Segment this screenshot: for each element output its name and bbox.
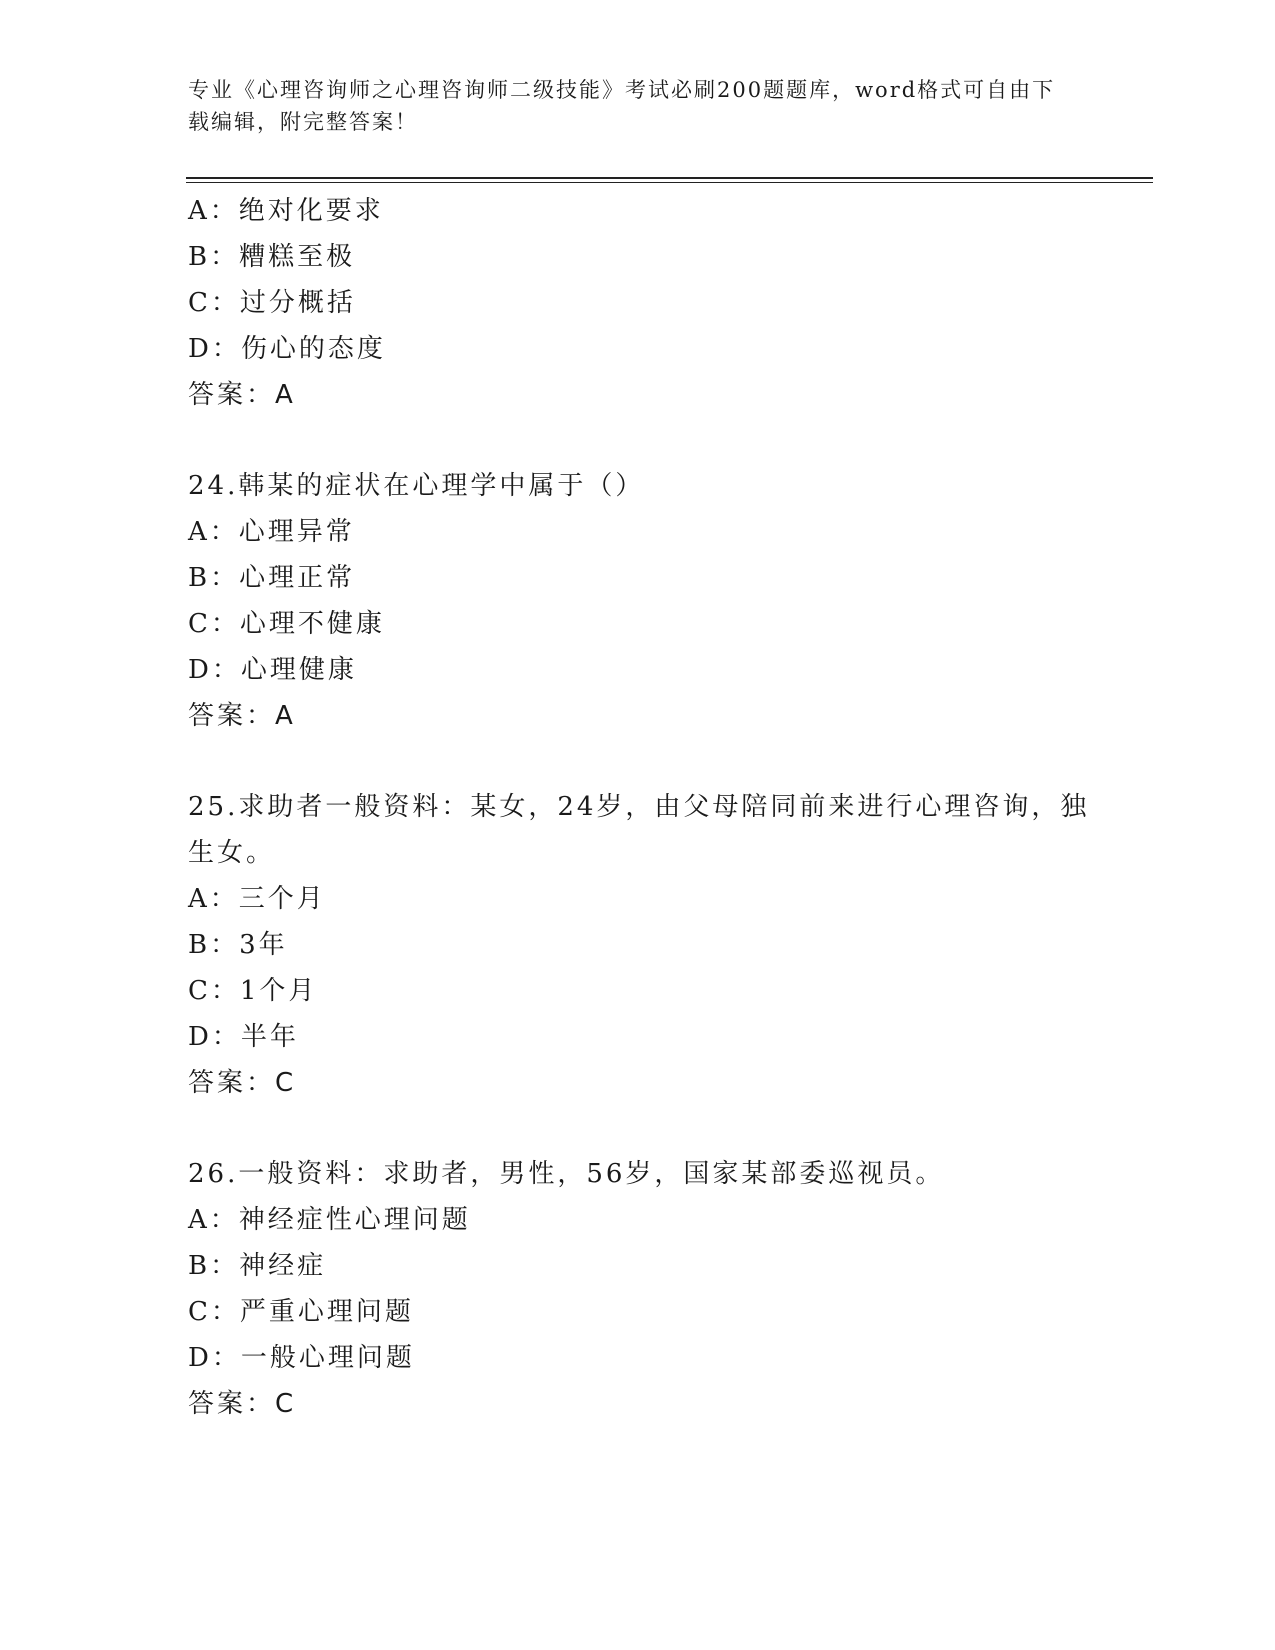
- question-text: 24.韩某的症状在心理学中属于（）: [188, 471, 645, 501]
- question-26: [188, 1151, 1088, 1427]
- option-a: A：三个月: [188, 884, 326, 914]
- option-d: D：伤心的态度: [188, 334, 386, 364]
- question-24: [188, 463, 1088, 739]
- option-a: A：心理异常: [188, 517, 355, 547]
- answer: 答案：C: [188, 1389, 297, 1419]
- option-c: C：心理不健康: [188, 609, 385, 639]
- option-a: A：神经症性心理问题: [188, 1205, 471, 1235]
- option-b: B：神经症: [188, 1251, 327, 1281]
- question-text-line1: 25.求助者一般资料：某女，24岁，由父母陪同前来进行心理咨询，独: [188, 792, 1090, 822]
- answer: 答案：C: [188, 1068, 297, 1098]
- option-d: D：一般心理问题: [188, 1343, 415, 1373]
- option-d: D：心理健康: [188, 655, 357, 685]
- option-c: C：过分概括: [188, 288, 356, 318]
- option-b: B：糟糕至极: [188, 242, 356, 272]
- option-b: B：心理正常: [188, 563, 356, 593]
- question-25: [188, 784, 1088, 1106]
- option-c: C：严重心理问题: [188, 1297, 414, 1327]
- option-d: D：半年: [188, 1022, 299, 1052]
- option-b: B：3年: [188, 930, 288, 960]
- header-rule-thick: [186, 177, 1153, 179]
- option-c: C：1个月: [188, 976, 318, 1006]
- question-list: [188, 188, 1088, 1427]
- answer: 答案：A: [188, 380, 296, 410]
- answer: 答案：A: [188, 701, 296, 731]
- document-header: 专业《心理咨询师之心理咨询师二级技能》考试必刷200题题库，word格式可自由下载编辑，附完整答案！: [188, 78, 1056, 134]
- header-rule-thin: [186, 182, 1153, 183]
- question-23: [188, 188, 1088, 418]
- question-text-line2: 生女。: [188, 838, 276, 868]
- option-a: A：绝对化要求: [188, 196, 384, 226]
- question-text: 26.一般资料：求助者，男性，56岁，国家某部委巡视员。: [188, 1159, 945, 1189]
